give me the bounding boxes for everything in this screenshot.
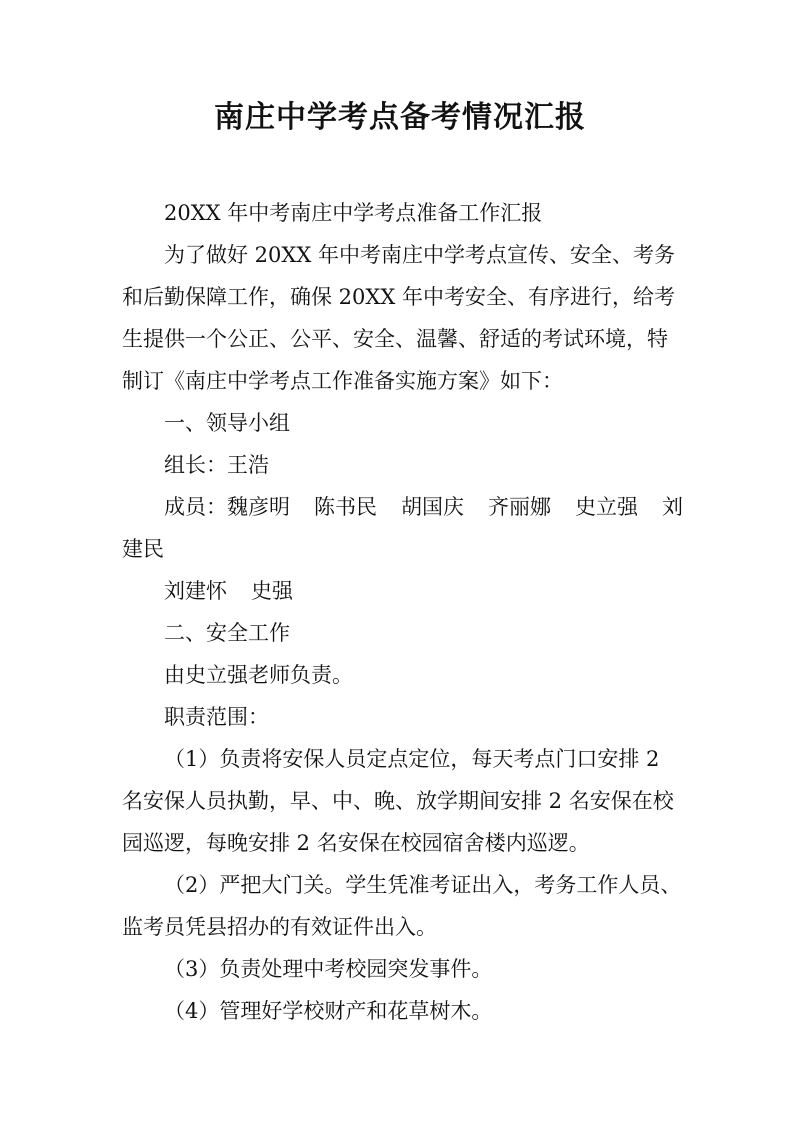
member-name: 魏彦明 bbox=[227, 495, 290, 519]
member-name: 齐丽娜 bbox=[488, 495, 551, 519]
responsibility-item: （1）负责将安保人员定点定位，每天考点门口安排 2 bbox=[164, 747, 660, 771]
scope-label: 职责范围： bbox=[164, 705, 269, 729]
intro-line: 和后勤保障工作，确保 20XX 年中考安全、有序进行，给考 bbox=[122, 285, 675, 309]
member-name: 史强 bbox=[251, 579, 293, 603]
document-body bbox=[122, 192, 684, 1032]
member-name: 陈书民 bbox=[314, 495, 377, 519]
section-heading-leadership: 一、领导小组 bbox=[164, 411, 290, 435]
members-line bbox=[122, 486, 684, 528]
intro-line: 生提供一个公正、公平、安全、温馨、舒适的考试环境，特 bbox=[122, 327, 668, 351]
intro-heading: 20XX 年中考南庄中学考点准备工作汇报 bbox=[164, 201, 543, 225]
intro-line: 为了做好 20XX 年中考南庄中学考点宣传、安全、考务 bbox=[164, 243, 675, 267]
member-name: 史立强 bbox=[575, 495, 638, 519]
intro-line: 制订《南庄中学考点工作准备实施方案》如下： bbox=[122, 369, 563, 393]
leader-line: 组长：王浩 bbox=[164, 453, 269, 477]
section-heading-safety: 二、安全工作 bbox=[164, 621, 290, 645]
member-name: 刘 bbox=[662, 495, 683, 519]
responsibility-item: （3）负责处理中考校园突发事件。 bbox=[164, 957, 493, 981]
responsibility-item: （4）管理好学校财产和花草树木。 bbox=[164, 999, 493, 1023]
responsibility-item-continued: 园巡逻，每晚安排 2 名安保在校园宿舍楼内巡逻。 bbox=[122, 831, 590, 855]
member-name: 刘建怀 bbox=[164, 579, 227, 603]
document-title: 南庄中学考点备考情况汇报 bbox=[214, 100, 586, 135]
responsible-line: 由史立强老师负责。 bbox=[164, 663, 353, 687]
responsibility-item-continued: 监考员凭县招办的有效证件出入。 bbox=[122, 915, 437, 939]
member-name: 胡国庆 bbox=[401, 495, 464, 519]
members-label: 成员： bbox=[164, 495, 227, 519]
members-line-2 bbox=[122, 570, 684, 612]
responsibility-item: （2）严把大门关。学生凭准考证出入，考务工作人员、 bbox=[164, 873, 682, 897]
members-wrap-line: 建民 bbox=[122, 537, 164, 561]
responsibility-item-continued: 名安保人员执勤，早、中、晚、放学期间安排 2 名安保在校 bbox=[122, 789, 674, 813]
